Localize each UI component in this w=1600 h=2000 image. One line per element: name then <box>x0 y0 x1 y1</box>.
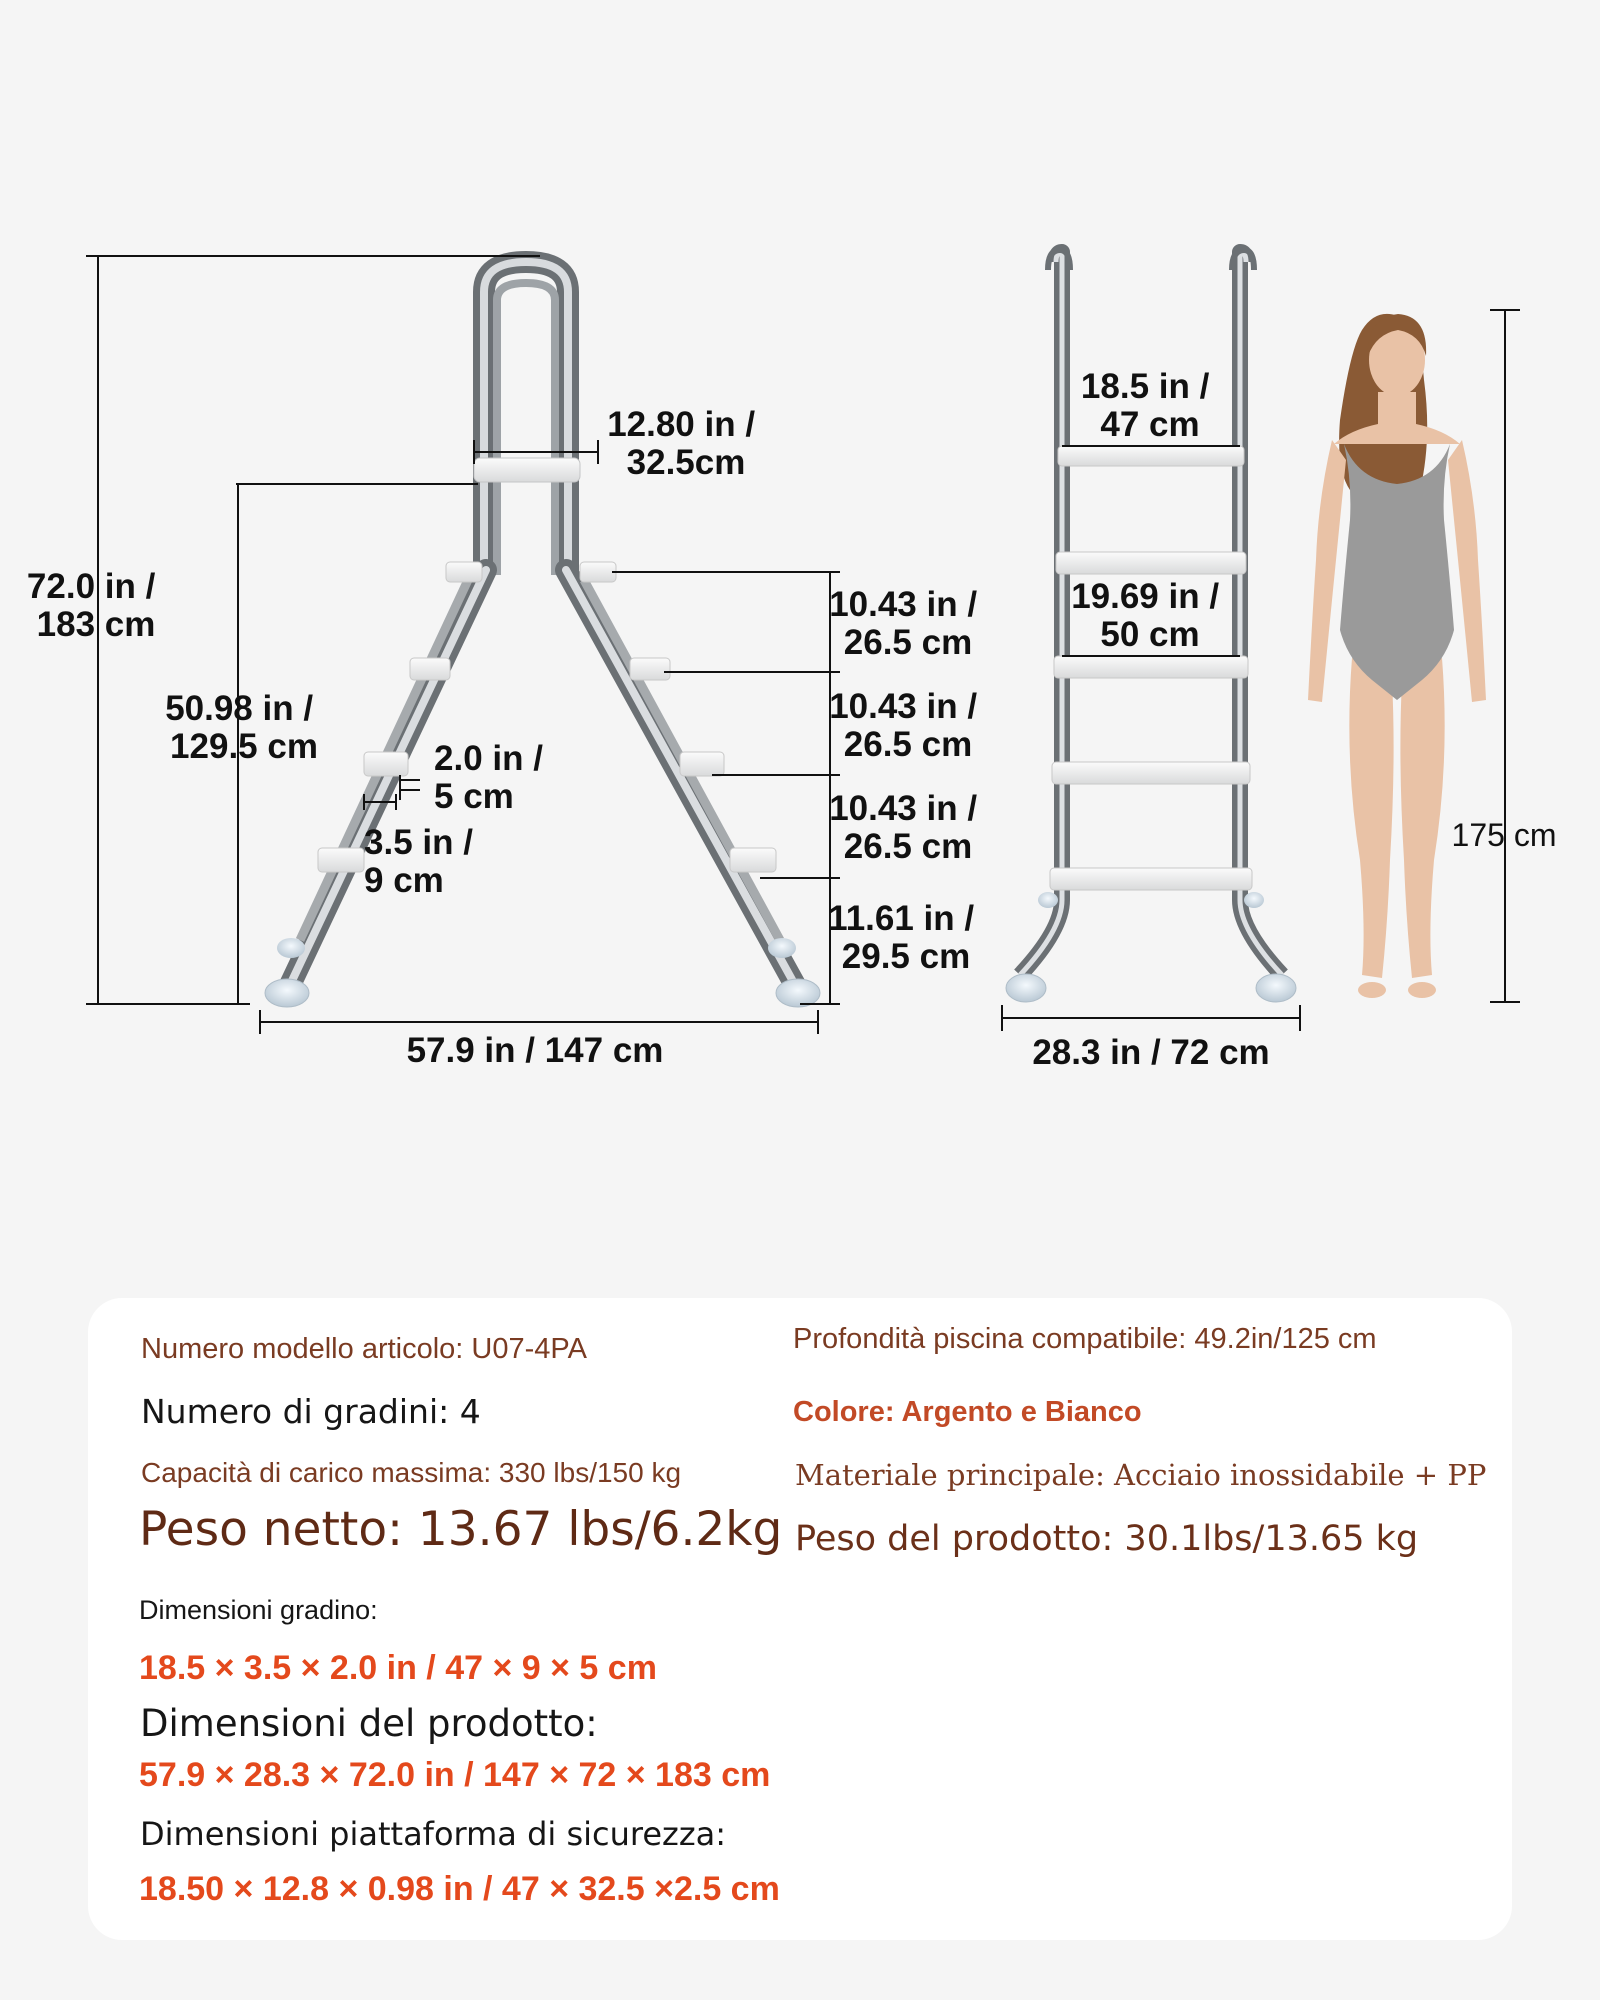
max-load: Capacità di carico massima: 330 lbs/150 kg <box>141 1457 682 1488</box>
front-inner-width-label: 19.69 in / 50 cm <box>1071 577 1220 654</box>
net-weight: Peso netto: 13.67 lbs/6.2kg <box>139 1502 783 1557</box>
model-number: Numero modello articolo: U07-4PA <box>141 1333 587 1365</box>
product-dimensions-label: Dimensioni del prodotto: <box>140 1702 598 1745</box>
step-thickness-label: 2.0 in / 5 cm <box>434 739 543 816</box>
step-depth-label: 3.5 in / 9 cm <box>364 823 473 900</box>
front-step-width-label: 18.5 in / 47 cm <box>1080 367 1210 444</box>
side-view-ladder <box>265 262 820 1007</box>
side-feet <box>265 938 820 1007</box>
step-count: Numero di gradini: 4 <box>141 1392 481 1431</box>
platform-dimensions-value: 18.50 × 12.8 × 0.98 in / 47 × 32.5 ×2.5 cm <box>139 1870 780 1908</box>
front-steps <box>1050 446 1252 890</box>
pool-depth: Profondità piscina compatibile: 49.2in/125 cm <box>793 1323 1377 1355</box>
step-spacing-label-1: 10.43 in / 26.5 cm <box>829 585 978 662</box>
person-height-label: 175 cm <box>1451 817 1557 853</box>
material-spec: Materiale principale: Acciaio inossidabile + PP <box>795 1458 1487 1492</box>
product-dimensions-value: 57.9 × 28.3 × 72.0 in / 147 × 72 × 183 cm <box>139 1756 771 1794</box>
person-silhouette <box>1308 314 1486 998</box>
product-weight: Peso del prodotto: 30.1lbs/13.65 kg <box>795 1519 1419 1559</box>
front-left-rail <box>1020 252 1062 975</box>
person-height-dimension <box>1490 310 1520 1002</box>
front-base-width-label: 28.3 in / 72 cm <box>1032 1033 1270 1072</box>
platform-dimensions-label: Dimensioni piattaforma di sicurezza: <box>140 1815 726 1853</box>
step-dimensions-value: 18.5 × 3.5 × 2.0 in / 47 × 9 × 5 cm <box>139 1649 657 1687</box>
step-spacing-label-4: 11.61 in / 29.5 cm <box>828 899 975 976</box>
side-platform <box>474 458 580 482</box>
color-spec: Colore: Argento e Bianco <box>793 1396 1142 1428</box>
step-spacing-label-2: 10.43 in / 26.5 cm <box>829 687 978 764</box>
total-height-label: 72.0 in / 183 cm <box>26 567 156 644</box>
front-right-rail <box>1240 252 1282 975</box>
platform-width-label: 12.80 in / 32.5cm <box>607 405 756 482</box>
platform-height-label: 50.98 in / 129.5 cm <box>165 689 318 766</box>
side-base-width-label: 57.9 in / 147 cm <box>406 1031 664 1070</box>
step-spacing-label-3: 10.43 in / 26.5 cm <box>829 789 978 866</box>
step-dimensions-label: Dimensioni gradino: <box>139 1595 378 1625</box>
side-right-steps <box>580 562 776 872</box>
side-dimension-lines <box>86 256 840 1034</box>
